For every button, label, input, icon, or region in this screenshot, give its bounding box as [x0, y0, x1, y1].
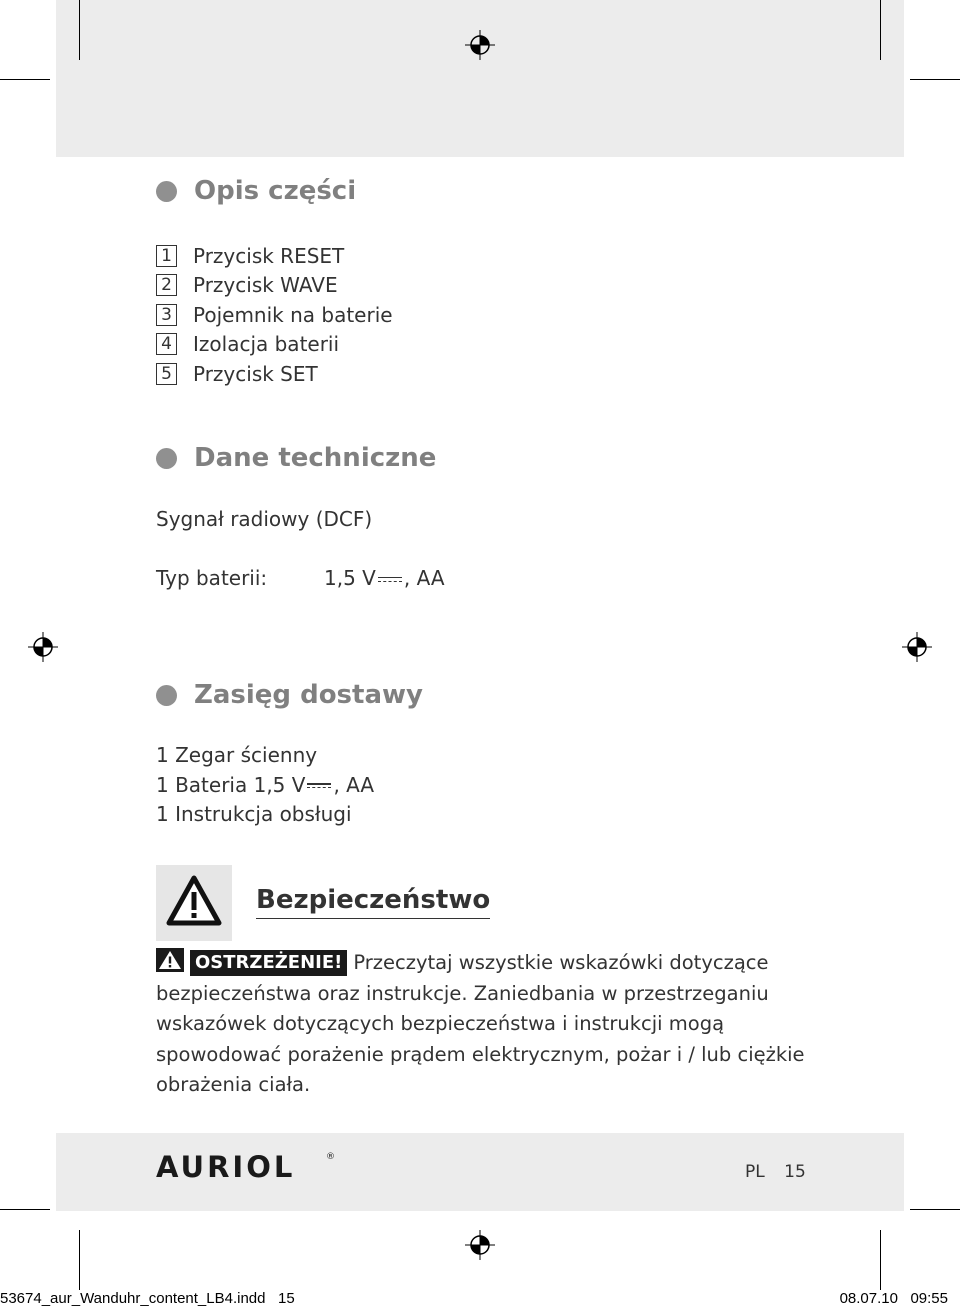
part-label: Przycisk SET	[193, 361, 318, 386]
supply-item-text: 1 Bateria 1,5 V	[156, 772, 306, 797]
brand-logo	[156, 1150, 336, 1188]
page-number: 15	[784, 1162, 806, 1182]
list-item	[156, 300, 393, 330]
section-title: Zasięg dostawy	[194, 680, 423, 710]
print-slug-date: 08.07.10 09:55	[839, 1290, 948, 1307]
part-label: Przycisk WAVE	[193, 273, 338, 298]
section-heading-supply	[156, 680, 423, 710]
supply-list	[156, 741, 374, 830]
registration-mark-icon	[465, 30, 495, 60]
page-info	[745, 1162, 806, 1182]
registration-mark-icon	[902, 632, 932, 662]
auriol-logo	[156, 1150, 336, 1184]
supply-item-text: 1 Instrukcja obsługi	[156, 802, 352, 826]
warning-paragraph	[156, 948, 806, 1101]
registered-trademark-icon: ®	[326, 1152, 335, 1162]
supply-item-text: 1 Zegar ścienny	[156, 743, 318, 767]
bullet-icon	[156, 181, 177, 202]
warning-triangle-icon	[156, 948, 184, 972]
section-title: Opis części	[194, 176, 357, 206]
part-label: Izolacja baterii	[193, 332, 340, 357]
part-number: 4	[156, 333, 177, 355]
battery-label: Typ baterii:	[156, 566, 268, 590]
section-heading-tech	[156, 443, 436, 473]
signal-text: Sygnał radiowy (DCF)	[156, 507, 373, 531]
warning-badge: OSTRZEŻENIE!	[190, 950, 347, 976]
part-label: Pojemnik na baterie	[193, 302, 393, 327]
parts-list	[156, 241, 393, 389]
list-item	[156, 359, 393, 389]
supply-item-suffix: , AA	[333, 772, 375, 797]
list-item	[156, 800, 374, 830]
part-number: 2	[156, 274, 177, 296]
warning-text: Przeczytaj wszystkie wskazówki dotyczące bezpieczeństwa oraz instrukcje. Zaniedbania w przestrzeganiu wskazówek dotyczących bezpieczeństwa i instrukcji mogą spowodować porażenie prądem elektrycznym, pożar i / lub ciężkie obrażenia ciała.	[156, 951, 805, 1096]
safety-icon-box	[156, 865, 232, 941]
list-item	[156, 741, 374, 771]
language-code: PL	[745, 1162, 765, 1182]
battery-type: , AA	[403, 566, 445, 590]
section-heading-parts	[156, 176, 356, 206]
bullet-icon	[156, 448, 177, 469]
list-item	[156, 771, 374, 801]
battery-voltage: 1,5 V	[324, 566, 376, 590]
direct-current-icon	[307, 781, 331, 791]
direct-current-icon	[378, 575, 402, 585]
part-number: 5	[156, 363, 177, 385]
warning-triangle-icon	[156, 865, 232, 941]
registration-mark-icon	[465, 1230, 495, 1260]
safety-title: Bezpieczeństwo	[256, 885, 490, 919]
top-band	[56, 0, 904, 157]
registration-mark-icon	[28, 632, 58, 662]
print-slug-file: 53674_aur_Wanduhr_content_LB4.indd 15	[0, 1290, 295, 1307]
list-item	[156, 330, 393, 360]
part-number: 3	[156, 304, 177, 326]
section-title: Dane techniczne	[194, 443, 437, 473]
brand-name: AURIOL	[156, 1150, 296, 1184]
bullet-icon	[156, 685, 177, 706]
part-number: 1	[156, 245, 177, 267]
battery-value	[324, 566, 445, 590]
list-item	[156, 271, 393, 301]
list-item	[156, 241, 393, 271]
part-label: Przycisk RESET	[193, 243, 345, 268]
